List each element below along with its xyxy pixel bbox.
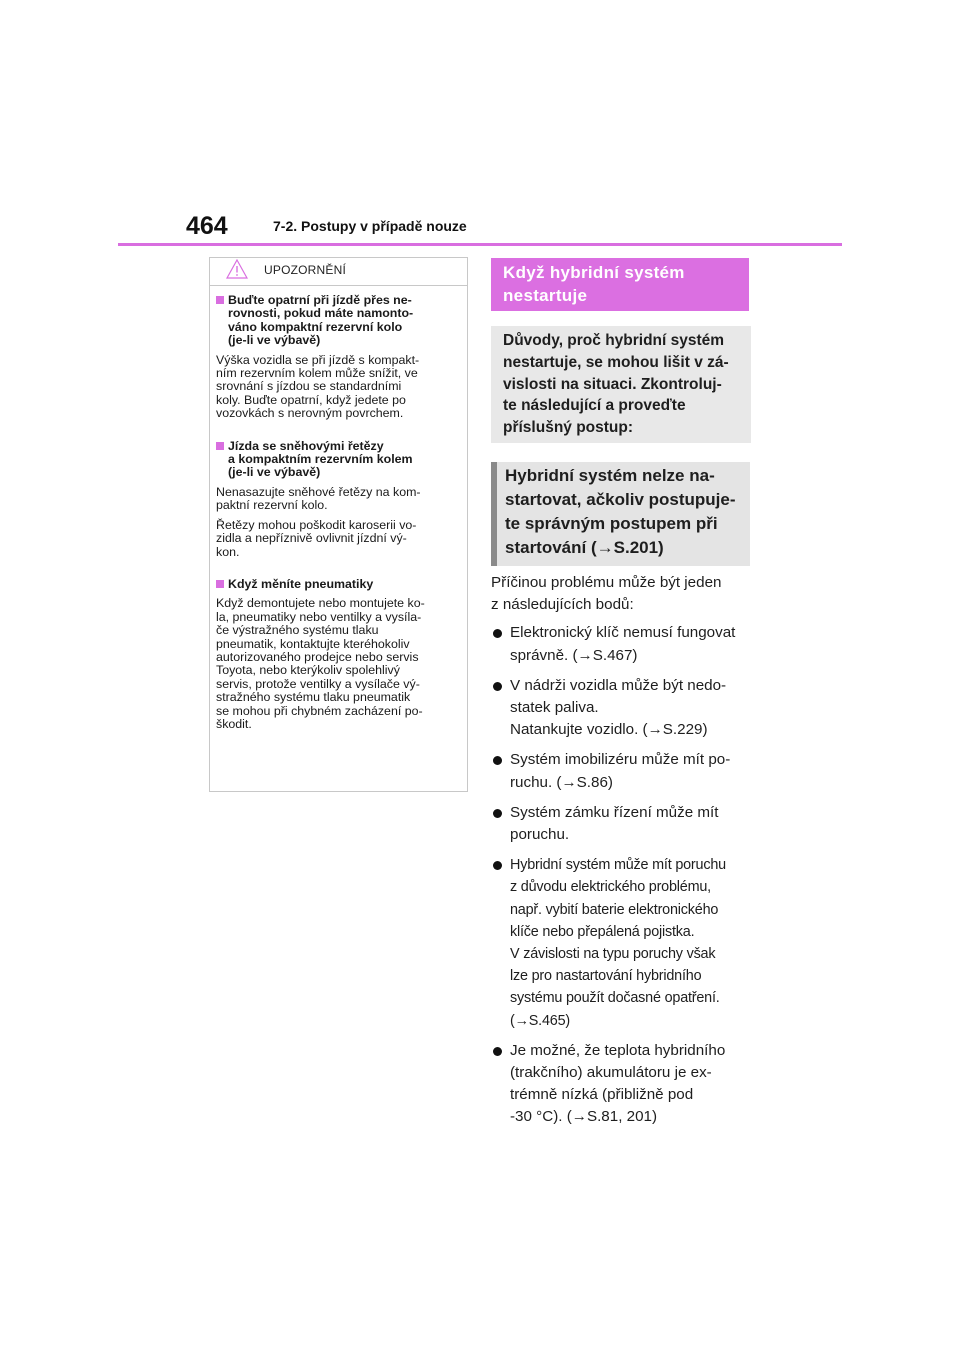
square-bullet-icon bbox=[216, 580, 224, 588]
warning-box bbox=[209, 257, 468, 792]
warning-heading-text: Když měníte pneumatiky bbox=[228, 576, 374, 591]
warning-section-heading bbox=[216, 294, 460, 348]
list-item-text: Hybridní systém může mít poruchu z důvodu elektrického problému, např. vybití baterie elektronického klíče nebo přepálená pojistka. V závislosti na typu poruchy však lze pro nastartování hybridního systému použít dočasné opatření. (→S.465) bbox=[510, 857, 726, 1029]
list-item-text: V nádrži vozidla může být nedo- statek paliva. Natankujte vozidlo. (→S.229) bbox=[510, 676, 727, 739]
warning-paragraph: Řetězy mohou poškodit karoserii vo- zidla a nepříznivě ovlivnit jízdní vý- kon. bbox=[216, 517, 417, 559]
warning-paragraph: Výška vozidla se při jízdě s kompakt- ním rezervním kolem může snížit, ve srovnání s jízdou se standardními koly. Buďte opatrní, když jedete po vozovkách s nerovným povrchem. bbox=[216, 352, 420, 421]
warning-divider bbox=[210, 285, 467, 286]
cause-list bbox=[491, 622, 753, 1128]
list-item-text: Je možné, že teplota hybridního (trakčního) akumulátoru je ex- trémně nízká (přibližně pod -30 °C). (→S.81, 201) bbox=[510, 1041, 726, 1126]
header-rule bbox=[118, 243, 842, 246]
warning-triangle-icon bbox=[226, 259, 248, 279]
warning-paragraph: Když demontujete nebo montujete ko- la, pneumatiky nebo ventilky a vysíla- če výstražného systému tlaku pneumatik, kontaktujte kteréhokoliv autorizovaného prodejce nebo servis Toyota, nebo kterýkoliv spolehlivý servis, protože ventilky a vysílače vý- stražného systému tlaku pneumatik se mohou při chybném zacházení po- škodit. bbox=[216, 596, 425, 731]
chapter-title: 7-2. Postupy v případě nouze bbox=[273, 218, 467, 234]
square-bullet-icon bbox=[216, 296, 224, 304]
subsection-heading: Hybridní systém nelze na- startovat, ačkoliv postupuje- te správným postupem při startování (→S.201) bbox=[491, 462, 750, 566]
list-item bbox=[491, 675, 753, 742]
warning-title: UPOZORNĚNÍ bbox=[264, 263, 347, 277]
bullet-dot-icon bbox=[493, 756, 502, 765]
warning-heading-text: Buďte opatrní při jízdě přes ne- rovnosti, pokud máte namonto- váno kompaktní rezervní kolo (je-li ve výbavě) bbox=[228, 293, 414, 348]
warning-heading-text: Jízda se sněhovými řetězy a kompaktním rezervním kolem (je-li ve výbavě) bbox=[228, 438, 413, 480]
square-bullet-icon bbox=[216, 442, 224, 450]
main-content bbox=[491, 572, 753, 1137]
list-item-text: Systém imobilizéru může mít po- ruchu. (→S.86) bbox=[510, 751, 731, 791]
warning-header bbox=[210, 258, 467, 286]
list-item bbox=[491, 749, 753, 793]
list-item bbox=[491, 802, 753, 846]
page-number: 464 bbox=[186, 212, 228, 240]
bullet-dot-icon bbox=[493, 629, 502, 638]
intro-paragraph: Příčinou problému může být jeden z následujících bodů: bbox=[491, 574, 722, 614]
bullet-dot-icon bbox=[493, 1047, 502, 1056]
list-item-text: Elektronický klíč nemusí fungovat správně. (→S.467) bbox=[510, 624, 736, 664]
section-banner: Když hybridní systém nestartuje bbox=[491, 258, 749, 311]
list-item bbox=[491, 622, 753, 666]
list-item bbox=[491, 1040, 753, 1129]
bullet-dot-icon bbox=[493, 861, 502, 870]
bullet-dot-icon bbox=[493, 682, 502, 691]
list-item bbox=[491, 854, 753, 1032]
warning-paragraph: Nenasazujte sněhové řetězy na kom- paktní rezervní kolo. bbox=[216, 484, 421, 513]
bullet-dot-icon bbox=[493, 809, 502, 818]
intro-box: Důvody, proč hybridní systém nestartuje, se mohou lišit v zá- vislosti na situaci. Zkontroluj- te následující a proveďte příslušný postup: bbox=[491, 326, 751, 443]
warning-body bbox=[216, 292, 460, 731]
warning-section-heading bbox=[216, 578, 460, 591]
warning-section-heading bbox=[216, 440, 460, 480]
list-item-text: Systém zámku řízení může mít poruchu. bbox=[510, 803, 719, 844]
